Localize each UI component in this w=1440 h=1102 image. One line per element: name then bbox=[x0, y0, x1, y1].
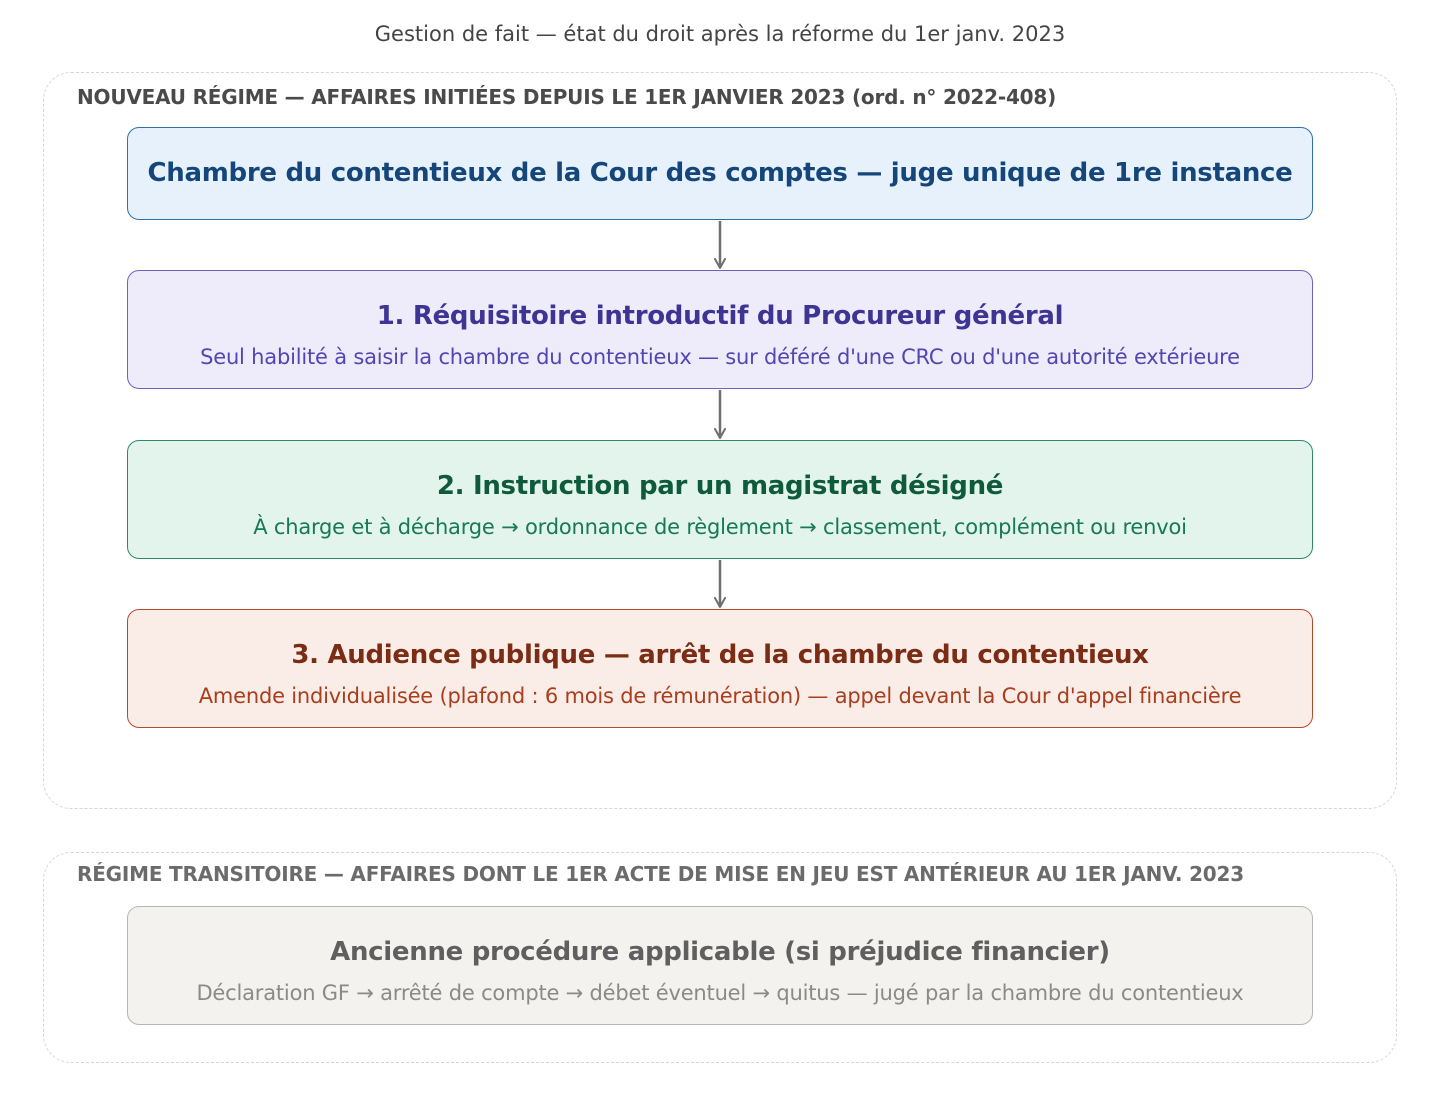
group-transitional-regime-label: RÉGIME TRANSITOIRE — AFFAIRES DONT LE 1ER ACTE DE MISE EN JEU EST ANTÉRIEUR AU 1ER JANV. 2023 bbox=[77, 862, 1244, 886]
node-step2-title: 2. Instruction par un magistrat désigné bbox=[436, 471, 1004, 501]
group-new-regime-label: NOUVEAU RÉGIME — AFFAIRES INITIÉES DEPUIS LE 1ER JANVIER 2023 (ord. n° 2022-408) bbox=[77, 85, 1057, 109]
node-step3-title: 3. Audience publique — arrêt de la chambre du contentieux bbox=[291, 640, 1149, 670]
node-step2-instruction bbox=[127, 440, 1313, 559]
node-step3-subtitle: Amende individualisée (plafond : 6 mois de rémunération) — appel devant la Cour d'appel financière bbox=[198, 684, 1242, 708]
node-step1-requisitoire bbox=[127, 270, 1313, 389]
node-old-procedure-title: Ancienne procédure applicable (si préjudice financier) bbox=[330, 937, 1110, 967]
node-step2-subtitle: À charge et à décharge → ordonnance de règlement → classement, complément ou renvoi bbox=[253, 515, 1187, 539]
node-step1-subtitle: Seul habilité à saisir la chambre du contentieux — sur déféré d'une CRC ou d'une autorité extérieure bbox=[200, 345, 1240, 369]
node-step3-audience bbox=[127, 609, 1313, 728]
node-old-procedure-subtitle: Déclaration GF → arrêté de compte → débet éventuel → quitus — jugé par la chambre du contentieux bbox=[196, 981, 1244, 1005]
diagram-title: Gestion de fait — état du droit après la réforme du 1er janv. 2023 bbox=[374, 22, 1066, 46]
node-step1-title: 1. Réquisitoire introductif du Procureur général bbox=[376, 301, 1064, 331]
node-old-procedure bbox=[127, 906, 1313, 1025]
node-chamber bbox=[127, 127, 1313, 220]
node-chamber-title: Chambre du contentieux de la Cour des comptes — juge unique de 1re instance bbox=[147, 158, 1293, 188]
